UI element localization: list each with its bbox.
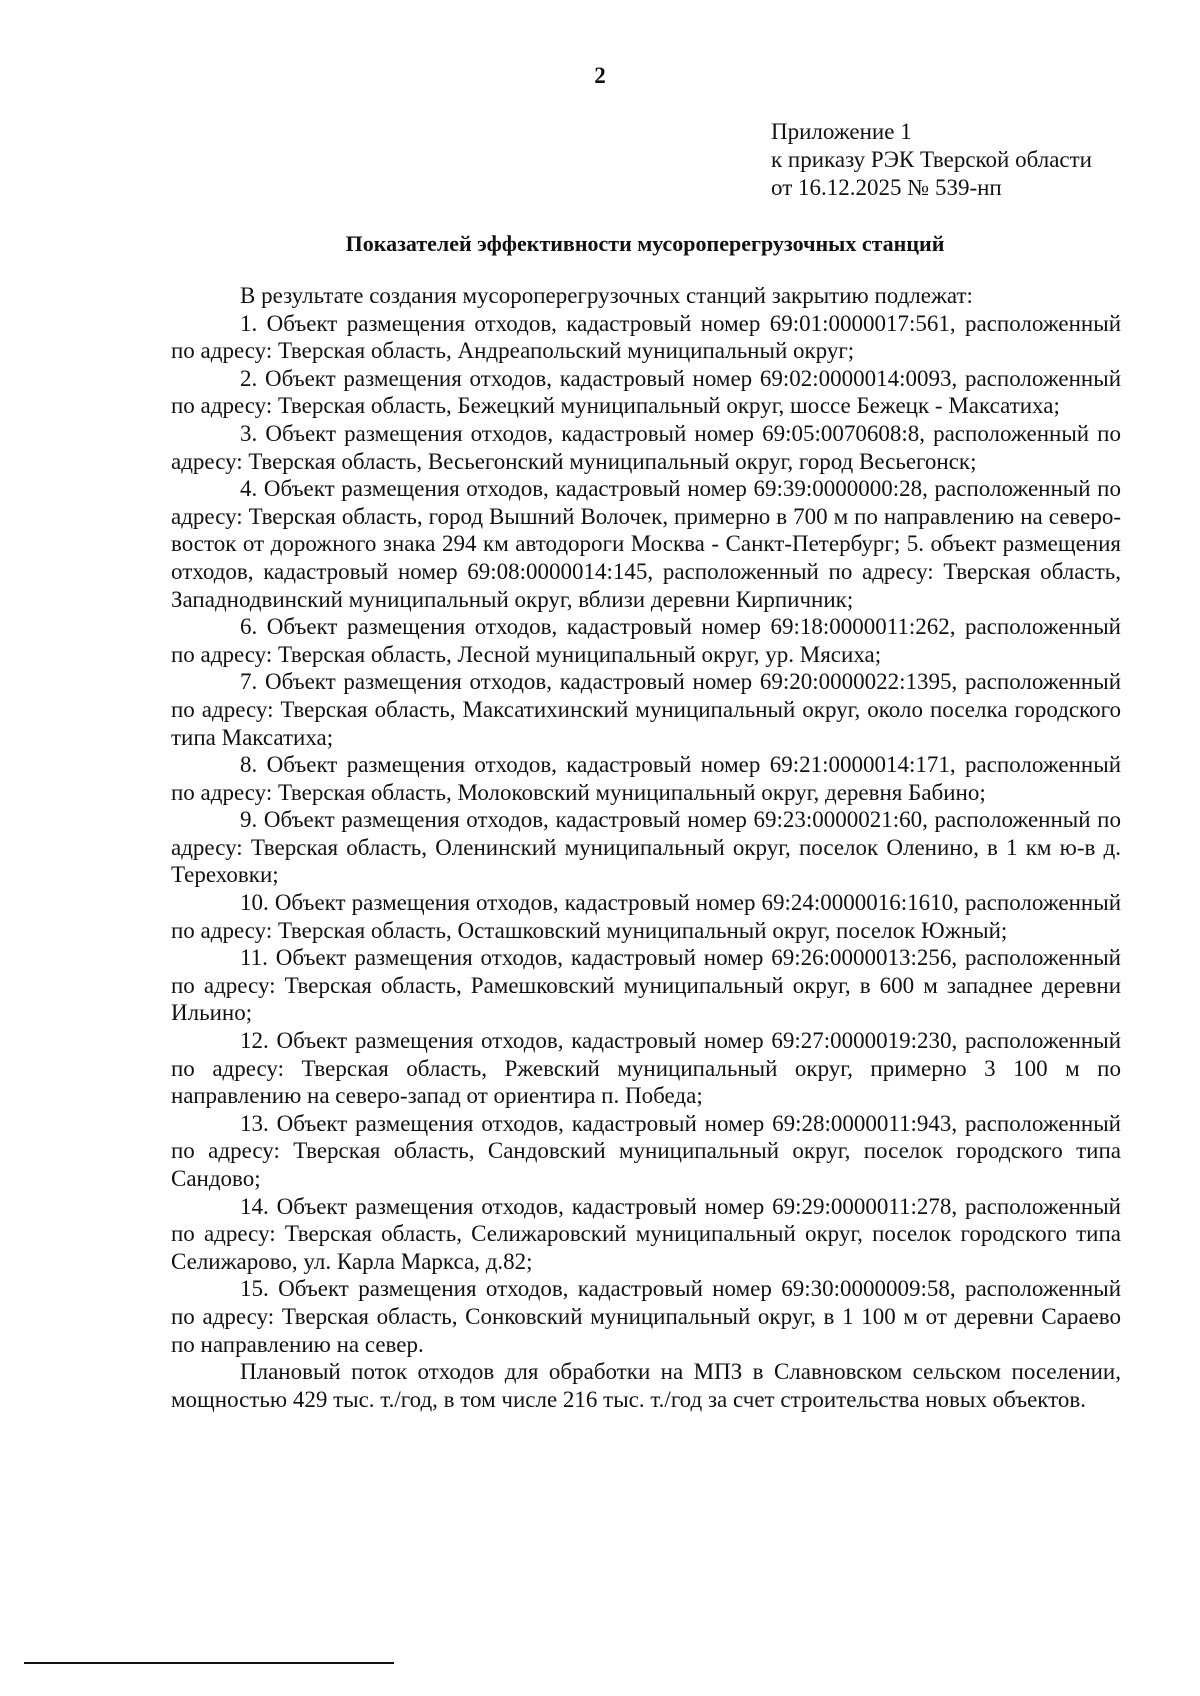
closing-paragraph: Плановый поток отходов для обработки на МПЗ в Славновском сельском поселении, мощностью 429 тыс. т./год, в том числе 216 тыс. т./год за счет строительства новых объектов. <box>171 1359 1121 1412</box>
list-item-8: 8. Объект размещения отходов, кадастровый номер 69:21:0000014:171, расположенный по адресу: Тверская область, Молоковский муниципальный округ, деревня Бабино; <box>171 752 1121 805</box>
list-item-15: 15. Объект размещения отходов, кадастровый номер 69:30:0000009:58, расположенный по адресу: Тверская область, Сонковский муниципальный округ, в 1 100 м от деревни Сараево по направлению на север. <box>171 1276 1121 1357</box>
list-item-1: 1. Объект размещения отходов, кадастровый номер 69:01:0000017:561, расположенный по адресу: Тверская область, Андреапольский муниципальный округ; <box>171 310 1121 364</box>
annex-line-date: от 16.12.2025 № 539-нп <box>771 175 1002 200</box>
list-item-2: 2. Объект размещения отходов, кадастровый номер 69:02:0000014:0093, расположенный по адресу: Тверская область, Бежецкий муниципальный округ, шоссе Бежецк - Максатиха; <box>171 365 1121 419</box>
list-item-3: 3. Объект размещения отходов, кадастровый номер 69:05:0070608:8, расположенный по адресу: Тверская область, Весьегонский муниципальный округ, город Весьегонск; <box>171 420 1121 474</box>
list-item-13: 13. Объект размещения отходов, кадастровый номер 69:28:0000011:943, расположенный по адресу: Тверская область, Сандовский муниципальный округ, поселок городского типа Сандово; <box>171 1110 1121 1191</box>
list-item-14: 14. Объект размещения отходов, кадастровый номер 69:29:0000011:278, расположенный по адресу: Тверская область, Селижаровский муниципальный округ, поселок городского типа Селижарово, ул. Карла Маркса, д.82; <box>171 1193 1121 1274</box>
annex-line-title: Приложение 1 <box>771 119 912 144</box>
list-item-12: 12. Объект размещения отходов, кадастровый номер 69:27:0000019:230, расположенный по адресу: Тверская область, Ржевский муниципальный округ, примерно 3 100 м по направлению на северо-запад от ориентира п. Победа; <box>171 1028 1121 1109</box>
list-item-9: 9. Объект размещения отходов, кадастровый номер 69:23:0000021:60, расположенный по адресу: Тверская область, Оленинский муниципальный округ, поселок Оленино, в 1 км ю-в д. Тереховки; <box>171 807 1121 888</box>
document-title: Показателей эффективности мусороперегрузочных станций <box>345 231 945 256</box>
list-item-11: 11. Объект размещения отходов, кадастровый номер 69:26:0000013:256, расположенный по адресу: Тверская область, Рамешковский муниципальный округ, в 600 м западнее деревни Ильино; <box>171 945 1121 1026</box>
page-number: 2 <box>594 63 606 88</box>
document-body <box>171 282 1121 1413</box>
list-item-7: 7. Объект размещения отходов, кадастровый номер 69:20:0000022:1395, расположенный по адресу: Тверская область, Максатихинский муниципальный округ, около поселка городского типа Максатиха; <box>171 669 1121 750</box>
intro-paragraph: В результате создания мусороперегрузочных станций закрытию подлежат: <box>240 283 973 308</box>
footnote-divider <box>24 1662 394 1664</box>
list-item-10: 10. Объект размещения отходов, кадастровый номер 69:24:0000016:1610, расположенный по адресу: Тверская область, Осташковский муниципальный округ, поселок Южный; <box>171 890 1121 943</box>
annex-line-order: к приказу РЭК Тверской области <box>771 147 1092 172</box>
list-item-6: 6. Объект размещения отходов, кадастровый номер 69:18:0000011:262, расположенный по адресу: Тверская область, Лесной муниципальный округ, ур. Мясиха; <box>171 614 1121 667</box>
annex-header <box>771 118 1171 202</box>
list-item-4-5: 4. Объект размещения отходов, кадастровый номер 69:39:0000000:28, расположенный по адресу: Тверская область, город Вышний Волочек, примерно в 700 м по направлению на северо-восток от дорожного знака 294 км автодороги Москва - Санкт-Петербург; 5. объект размещения отходов, кадастровый номер 69:08:0000014:145, расположенный по адресу: Тверская область, Западнодвинский муниципальный округ, вблизи деревни Кирпичник; <box>171 476 1121 612</box>
